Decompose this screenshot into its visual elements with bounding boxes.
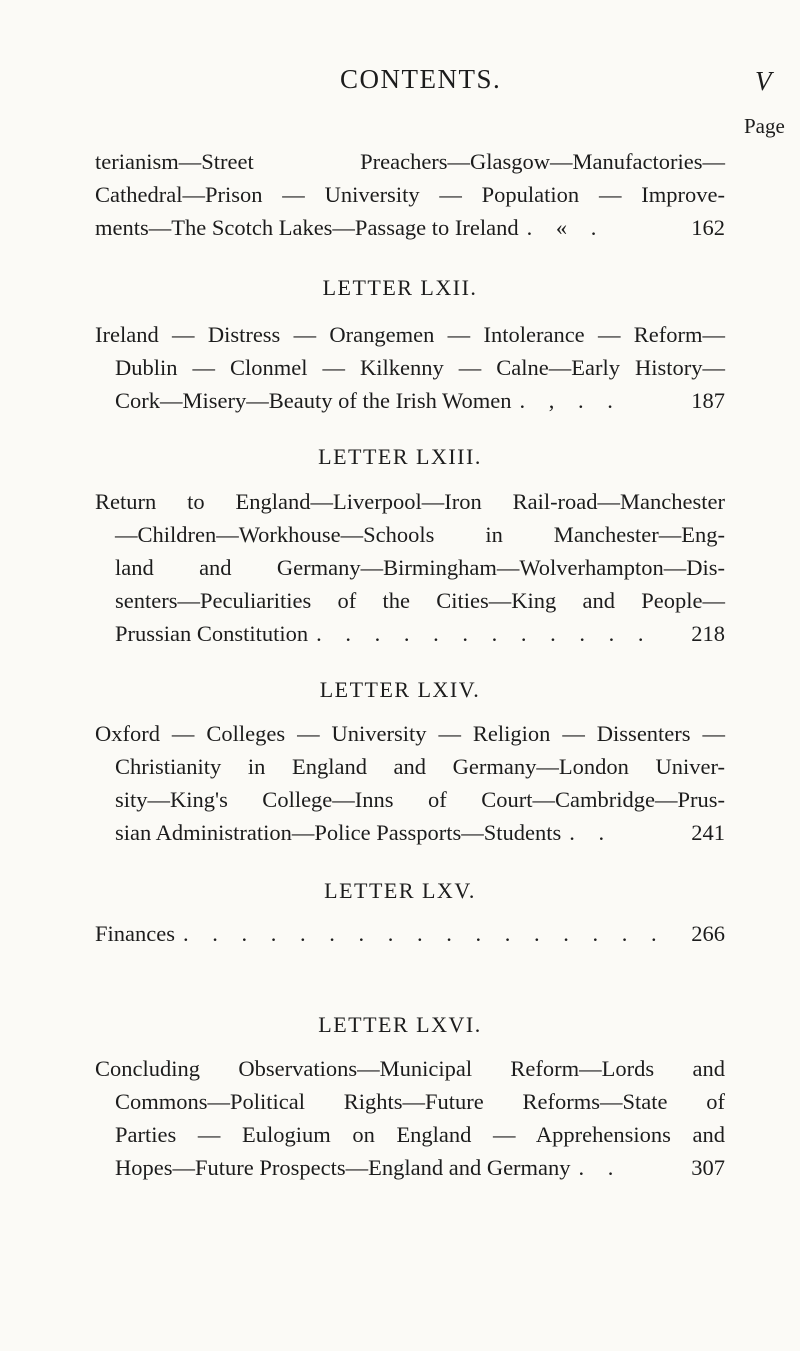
leader-dots: . . . . . . . . . . . . . . . . . <box>182 921 666 946</box>
leader-dots: . . <box>578 1155 623 1180</box>
entry-text: Finances <box>95 921 175 946</box>
leader-dots: . « . <box>526 215 606 240</box>
entry-text: Hopes—Future Prospects—England and Germany <box>115 1155 571 1180</box>
toc-entry <box>95 717 725 849</box>
entry-page: 218 <box>691 621 725 646</box>
letter-heading: LETTER LXV. <box>324 878 476 903</box>
letter-heading: LETTER LXIV. <box>319 677 481 702</box>
entry-line: Ireland — Distress — Orangemen — Intolerance — Reform— <box>95 322 725 347</box>
page-column-label: Page <box>744 114 785 138</box>
leader-dots: . . <box>569 820 614 845</box>
toc-entry <box>95 1052 725 1184</box>
entry-line-last <box>95 917 725 950</box>
entry-page: 241 <box>691 820 725 845</box>
entry-line-last <box>95 384 725 417</box>
entry-line: senters—Peculiarities of the Cities—King and People— <box>115 588 725 613</box>
entry-line: land and Germany—Birmingham—Wolverhampton—Dis- <box>115 555 725 580</box>
leader-dots: . , . . <box>519 388 622 413</box>
entry-text: sian Administration—Police Passports—Students <box>115 820 562 845</box>
letter-heading: LETTER LXIII. <box>318 444 482 469</box>
page-title: CONTENTS. <box>340 64 502 94</box>
entry-line: Return to England—Liverpool—Iron Rail-road—Manchester <box>95 489 725 514</box>
entry-line: sity—King's College—Inns of Court—Cambridge—Prus- <box>115 787 725 812</box>
entry-line-last <box>95 816 725 849</box>
entry-text: Prussian Constitution <box>115 621 309 646</box>
toc-entry <box>95 917 725 950</box>
running-head <box>0 64 800 104</box>
entry-page: 187 <box>691 388 725 413</box>
entry-text: Cork—Misery—Beauty of the Irish Women <box>115 388 512 413</box>
letter-heading: LETTER LXII. <box>322 275 478 300</box>
entry-line-last <box>95 617 725 650</box>
entry-page: 162 <box>691 215 725 240</box>
entry-line: terianism—Street Preachers—Glasgow—Manufactories— <box>95 149 725 174</box>
entry-line: Commons—Political Rights—Future Reforms—State of <box>115 1089 725 1114</box>
entry-line: Christianity in England and Germany—London Univer- <box>115 754 725 779</box>
toc-entry <box>95 485 725 650</box>
entry-line: Parties — Eulogium on England — Apprehensions and <box>115 1122 725 1147</box>
toc-entry <box>95 318 725 417</box>
entry-line: Concluding Observations—Municipal Reform—Lords and <box>95 1056 725 1081</box>
entry-line: Dublin — Clonmel — Kilkenny — Calne—Early History— <box>115 355 725 380</box>
entry-line: Cathedral—Prison — University — Population — Improve- <box>95 182 725 207</box>
entry-line-last <box>95 211 725 244</box>
entry-page: 307 <box>691 1155 725 1180</box>
leader-dots: . . . . . . . . . . . . <box>316 621 653 646</box>
toc-entry-intro <box>95 145 725 244</box>
page-number: V <box>755 66 772 96</box>
entry-line: Oxford — Colleges — University — Religion — Dissenters — <box>95 721 725 746</box>
entry-line-last <box>95 1151 725 1184</box>
entry-page: 266 <box>691 921 725 946</box>
letter-heading: LETTER LXVI. <box>318 1012 482 1037</box>
entry-text: ments—The Scotch Lakes—Passage to Ireland <box>95 215 519 240</box>
entry-line: —Children—Workhouse—Schools in Manchester—Eng- <box>115 522 725 547</box>
